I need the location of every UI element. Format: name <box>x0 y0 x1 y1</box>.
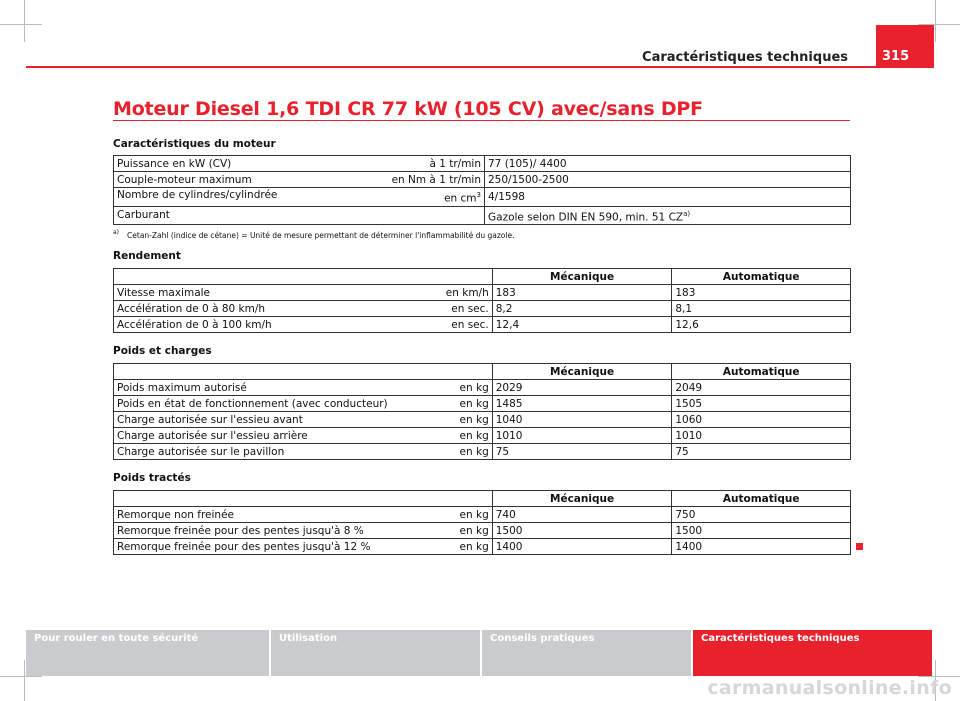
row-value: 250/1500-2500 <box>485 172 851 188</box>
row-unit: en $cm^3$ <box>444 191 481 205</box>
watermark: carmanualsonline.info <box>707 677 952 699</box>
section-heading-towing: Poids tractés <box>113 472 191 484</box>
auto-value: 2049 <box>672 380 851 396</box>
col-header-manual: Mécanique <box>492 364 672 380</box>
performance-table <box>113 268 851 333</box>
row-unit: en kg <box>459 445 489 458</box>
auto-value: 1505 <box>672 396 851 412</box>
col-header-auto: Automatique <box>672 364 851 380</box>
row-unit: en km/h <box>445 286 489 299</box>
auto-value: 1010 <box>672 428 851 444</box>
col-header-manual: Mécanique <box>492 491 672 507</box>
table-row <box>114 285 851 301</box>
footer-tab-safety[interactable]: Pour rouler en toute sécurité <box>26 630 269 676</box>
row-value: 4/1598 <box>485 188 851 207</box>
row-value: Gazole selon DIN EN 590, min. 51 CZ$^{a)}$ <box>485 206 851 225</box>
table-header-row <box>114 364 851 380</box>
table-row <box>114 380 851 396</box>
row-label: Vitesse maximale <box>117 286 211 299</box>
row-label: Remorque freinée pour des pentes jusqu'à 12 % <box>117 540 371 553</box>
manual-value: 8,2 <box>492 301 672 317</box>
auto-value: 8,1 <box>672 301 851 317</box>
title-rule <box>113 120 850 121</box>
row-label: Carburant <box>117 209 170 222</box>
manual-value: 2029 <box>492 380 672 396</box>
engine-table <box>113 155 851 225</box>
footnote <box>113 229 514 240</box>
row-label: Accélération de 0 à 100 km/h <box>117 318 272 331</box>
table-row <box>114 539 851 555</box>
weights-table <box>113 363 851 460</box>
table-row <box>114 428 851 444</box>
towing-table <box>113 490 851 555</box>
row-label: Couple-moteur maximum <box>117 173 252 186</box>
section-heading-weights: Poids et charges <box>113 345 212 357</box>
auto-value: 183 <box>672 285 851 301</box>
table-row <box>114 301 851 317</box>
row-label: Poids maximum autorisé <box>117 381 247 394</box>
footnote-marker: a) <box>113 229 120 236</box>
row-unit: à 1 tr/min <box>429 157 481 170</box>
row-unit: en kg <box>459 508 489 521</box>
section-end-marker <box>856 543 863 550</box>
manual-value: 12,4 <box>492 317 672 333</box>
table-row <box>114 172 851 188</box>
footer-tab-operation[interactable]: Utilisation <box>271 630 480 676</box>
footnote-ref: a) <box>683 209 691 218</box>
footer-tab-technical-data[interactable]: Caractéristiques techniques <box>693 630 932 676</box>
manual-value: 1400 <box>492 539 672 555</box>
row-label: Poids en état de fonctionnement (avec conducteur) <box>117 397 388 410</box>
table-row <box>114 396 851 412</box>
row-unit: en kg <box>459 429 489 442</box>
row-unit: en sec. <box>451 302 489 315</box>
row-unit: en kg <box>459 524 489 537</box>
row-unit: en Nm à 1 tr/min <box>391 173 481 186</box>
manual-value: 740 <box>492 507 672 523</box>
col-header-auto: Automatique <box>672 491 851 507</box>
empty-header-cell <box>114 491 493 507</box>
table-header-row <box>114 269 851 285</box>
table-row <box>114 507 851 523</box>
section-heading-engine: Caractéristiques du moteur <box>113 138 276 150</box>
header-rule <box>26 66 934 68</box>
row-label: Puissance en kW (CV) <box>117 157 232 170</box>
table-row <box>114 523 851 539</box>
row-label: Charge autorisée sur l'essieu arrière <box>117 429 308 442</box>
page-number: 315 <box>876 25 934 68</box>
table-row <box>114 206 851 225</box>
crop-mark <box>935 0 936 42</box>
table-row <box>114 317 851 333</box>
table-row <box>114 188 851 207</box>
table-row <box>114 412 851 428</box>
row-label: Charge autorisée sur l'essieu avant <box>117 413 303 426</box>
table-row <box>114 156 851 172</box>
row-unit: en kg <box>459 413 489 426</box>
col-header-auto: Automatique <box>672 269 851 285</box>
row-unit: en sec. <box>451 318 489 331</box>
manual-value: 1010 <box>492 428 672 444</box>
running-header: Caractéristiques techniques <box>642 50 848 65</box>
auto-value: 75 <box>672 444 851 460</box>
row-unit: en kg <box>459 381 489 394</box>
crop-mark <box>24 0 25 42</box>
manual-value: 75 <box>492 444 672 460</box>
auto-value: 750 <box>672 507 851 523</box>
footnote-text: Cetan-Zahl (indice de cétane) = Unité de mesure permettant de déterminer l'inflammabilité du gazole. <box>127 231 515 240</box>
manual-value: 1485 <box>492 396 672 412</box>
table-header-row <box>114 491 851 507</box>
table-row <box>114 444 851 460</box>
manual-value: 183 <box>492 285 672 301</box>
auto-value: 1400 <box>672 539 851 555</box>
page-title: Moteur Diesel 1,6 TDI CR 77 kW (105 CV) avec/sans DPF <box>113 98 703 120</box>
auto-value: 1060 <box>672 412 851 428</box>
crop-mark <box>24 660 25 701</box>
footer-tab-practical-tips[interactable]: Conseils pratiques <box>482 630 691 676</box>
section-heading-performance: Rendement <box>113 250 181 262</box>
row-label: Nombre de cylindres/cylindrée <box>117 189 278 201</box>
auto-value: 12,6 <box>672 317 851 333</box>
row-unit: en kg <box>459 397 489 410</box>
crop-mark <box>0 24 42 25</box>
empty-header-cell <box>114 364 493 380</box>
crop-mark <box>0 676 42 677</box>
row-label: Charge autorisée sur le pavillon <box>117 445 285 458</box>
footer-nav <box>26 630 932 676</box>
auto-value: 1500 <box>672 523 851 539</box>
col-header-manual: Mécanique <box>492 269 672 285</box>
row-label: Remorque non freinée <box>117 508 234 521</box>
row-value: 77 (105)/ 4400 <box>485 156 851 172</box>
manual-value: 1500 <box>492 523 672 539</box>
row-unit: en kg <box>459 540 489 553</box>
row-label: Accélération de 0 à 80 km/h <box>117 302 266 315</box>
empty-header-cell <box>114 269 493 285</box>
manual-value: 1040 <box>492 412 672 428</box>
row-label: Remorque freinée pour des pentes jusqu'à 8 % <box>117 524 364 537</box>
